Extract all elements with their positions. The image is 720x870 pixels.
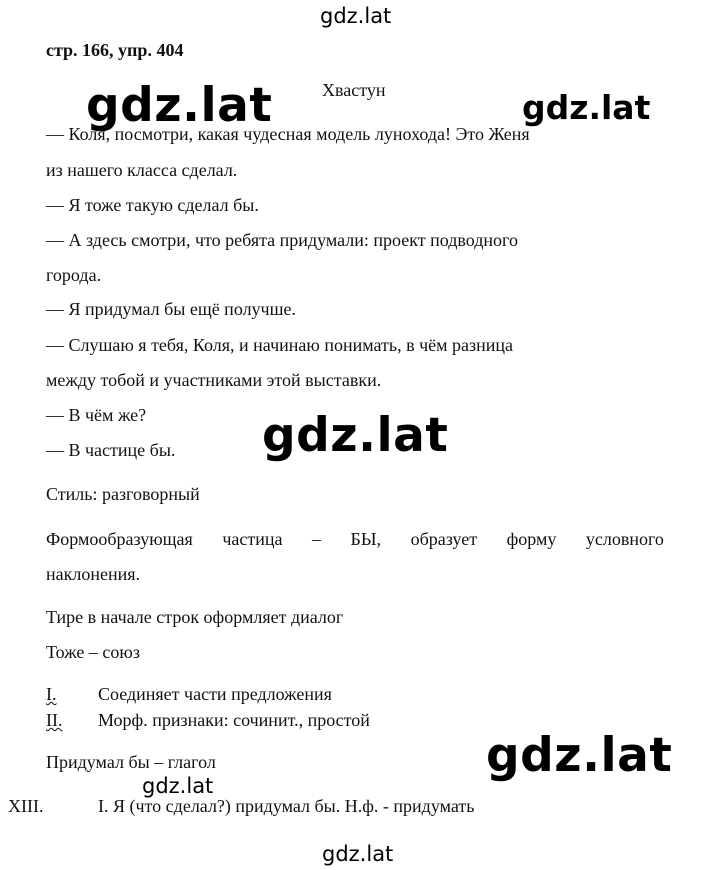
watermark-middle: gdz.lat xyxy=(262,408,449,463)
watermark-lower-right: gdz.lat xyxy=(486,728,673,783)
dialogue-line: — В чём же? xyxy=(46,405,147,425)
particle-word: образует xyxy=(410,529,478,549)
particle-word: частица xyxy=(222,529,283,549)
dialogue-line: между тобой и участниками этой выставки. xyxy=(46,370,382,390)
dialogue-line: — Коля, посмотри, какая чудесная модель лунохода! Это Женя xyxy=(46,124,530,144)
watermark-lower-left: gdz.lat xyxy=(142,774,214,798)
dialogue-line: — Я тоже такую сделал бы. xyxy=(46,195,259,215)
watermark-top: gdz.lat xyxy=(320,4,392,28)
last-text: I. Я (что сделал?) придумал бы. Н.ф. - придумать xyxy=(98,796,475,816)
dialogue-line: — В частице бы. xyxy=(46,440,176,460)
dialogue-line: — А здесь смотри, что ребята придумали: проект подводного xyxy=(46,230,518,250)
particle-word: форму xyxy=(506,529,557,549)
dialogue-line: — Я придумал бы ещё получше. xyxy=(46,299,296,319)
particle-word: условного xyxy=(585,529,664,549)
verb-line: Придумал бы – глагол xyxy=(46,752,216,772)
particle-word: Формообразующая xyxy=(46,529,193,549)
dialogue-line: из нашего класса сделал. xyxy=(46,160,238,180)
watermark-right: gdz.lat xyxy=(522,88,651,127)
dash-line: Тире в начале строк оформляет диалог xyxy=(46,607,344,627)
story-title: Хвастун xyxy=(322,80,386,100)
list-number: I. xyxy=(46,684,57,704)
list-text: Соединяет части предложения xyxy=(98,684,332,704)
page-header: стр. 166, упр. 404 xyxy=(46,40,184,60)
particle-word: – xyxy=(311,529,321,549)
style-line: Стиль: разговорный xyxy=(46,484,200,504)
list-text: Морф. признаки: сочинит., простой xyxy=(98,710,370,730)
particle-line xyxy=(46,529,664,550)
list-number: II. xyxy=(46,710,63,730)
particle-line-2: наклонения. xyxy=(46,564,141,584)
dialogue-line: — Слушаю я тебя, Коля, и начинаю понимать, в чём разница xyxy=(46,335,514,355)
also-line: Тоже – союз xyxy=(46,642,140,662)
watermark-big-left: gdz.lat xyxy=(86,78,273,133)
last-number: XIII. xyxy=(8,796,44,816)
dialogue-line: города. xyxy=(46,265,102,285)
watermark-bottom: gdz.lat xyxy=(322,842,394,866)
particle-word: БЫ, xyxy=(350,529,382,549)
